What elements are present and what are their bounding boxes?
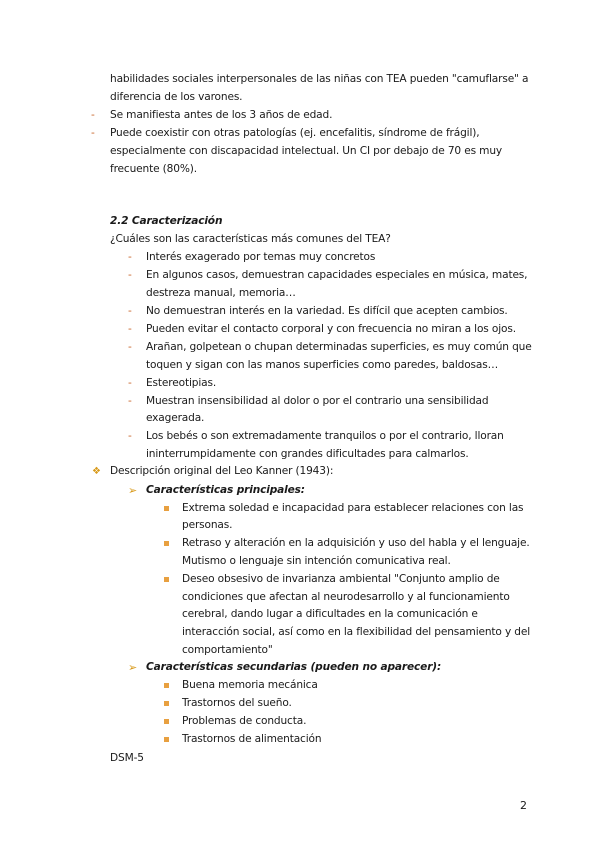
section-heading: 2.2 Caracterización: [110, 215, 223, 227]
list-item: Interés exagerado por temas muy concretos: [146, 251, 376, 263]
secondary-item: Problemas de conducta.: [182, 715, 307, 727]
square-bullet-icon: [164, 506, 169, 511]
list-item: No demuestran interés en la variedad. Es difícil que acepten cambios.: [146, 305, 508, 317]
intro-line: diferencia de los varones.: [110, 91, 243, 103]
list-item: Pueden evitar el contacto corporal y con frecuencia no miran a los ojos.: [146, 323, 516, 335]
dash-bullet-icon: -: [128, 251, 132, 263]
dash-bullet-icon: -: [128, 395, 132, 407]
list-item: destreza manual, memoria…: [146, 287, 296, 299]
square-bullet-icon: [164, 541, 169, 546]
intro-item: especialmente con discapacidad intelectual. Un CI por debajo de 70 es muy: [110, 145, 503, 157]
square-bullet-icon: [164, 701, 169, 706]
list-item: exagerada.: [146, 412, 205, 424]
principal-heading: Características principales:: [146, 484, 305, 496]
dash-bullet-icon: -: [91, 109, 95, 121]
principal-item: comportamiento": [182, 644, 273, 656]
square-bullet-icon: [164, 577, 169, 582]
intro-item: frecuente (80%).: [110, 163, 197, 175]
list-item: ininterrumpidamente con grandes dificultades para calmarlos.: [146, 448, 469, 460]
dash-bullet-icon: -: [128, 323, 132, 335]
principal-item: condiciones que afectan al neurodesarrollo y al funcionamiento: [182, 591, 510, 603]
dsm-label: DSM-5: [110, 752, 144, 764]
list-item: Muestran insensibilidad al dolor o por el contrario una sensibilidad: [146, 395, 489, 407]
dash-bullet-icon: -: [128, 269, 132, 281]
principal-item: Retraso y alteración en la adquisición y uso del habla y el lenguaje.: [182, 537, 530, 549]
dash-bullet-icon: -: [128, 305, 132, 317]
principal-item: Mutismo o lenguaje sin intención comunicativa real.: [182, 555, 451, 567]
secondary-item: Buena memoria mecánica: [182, 679, 318, 691]
list-item: Arañan, golpetean o chupan determinadas superficies, es muy común que: [146, 341, 532, 353]
intro-item: Puede coexistir con otras patologías (ej. encefalitis, síndrome de frágil),: [110, 127, 480, 139]
section-question: ¿Cuáles son las características más comunes del TEA?: [110, 233, 391, 245]
arrow-bullet-icon: ➢: [128, 661, 138, 674]
square-bullet-icon: [164, 719, 169, 724]
dash-bullet-icon: -: [128, 377, 132, 389]
principal-item: Deseo obsesivo de invarianza ambiental "Conjunto amplio de: [182, 573, 500, 585]
secondary-item: Trastornos de alimentación: [182, 733, 322, 745]
dash-bullet-icon: -: [128, 430, 132, 442]
dash-bullet-icon: -: [91, 127, 95, 139]
list-item: Estereotipias.: [146, 377, 217, 389]
principal-item: cerebral, dando lugar a dificultades en la comunicación e: [182, 608, 478, 620]
list-item: En algunos casos, demuestran capacidades especiales en música, mates,: [146, 269, 528, 281]
page-number: 2: [520, 799, 527, 812]
intro-line: habilidades sociales interpersonales de las niñas con TEA pueden "camuflarse" a: [110, 73, 529, 85]
square-bullet-icon: [164, 683, 169, 688]
principal-item: interacción social, así como en la flexibilidad del pensamiento y del: [182, 626, 531, 638]
intro-item: Se manifiesta antes de los 3 años de edad.: [110, 109, 333, 121]
principal-item: personas.: [182, 519, 233, 531]
square-bullet-icon: [164, 737, 169, 742]
kanner-title: Descripción original del Leo Kanner (1943):: [110, 465, 334, 477]
dash-bullet-icon: -: [128, 341, 132, 353]
secondary-heading: Características secundarias (pueden no aparecer):: [146, 661, 442, 673]
diamond-bullet-icon: ❖: [92, 466, 101, 477]
arrow-bullet-icon: ➢: [128, 484, 138, 497]
secondary-item: Trastornos del sueño.: [182, 697, 292, 709]
list-item: toquen y sigan con las manos superficies como paredes, baldosas…: [146, 359, 499, 371]
list-item: Los bebés o son extremadamente tranquilos o por el contrario, lloran: [146, 430, 504, 442]
principal-item: Extrema soledad e incapacidad para establecer relaciones con las: [182, 502, 524, 514]
